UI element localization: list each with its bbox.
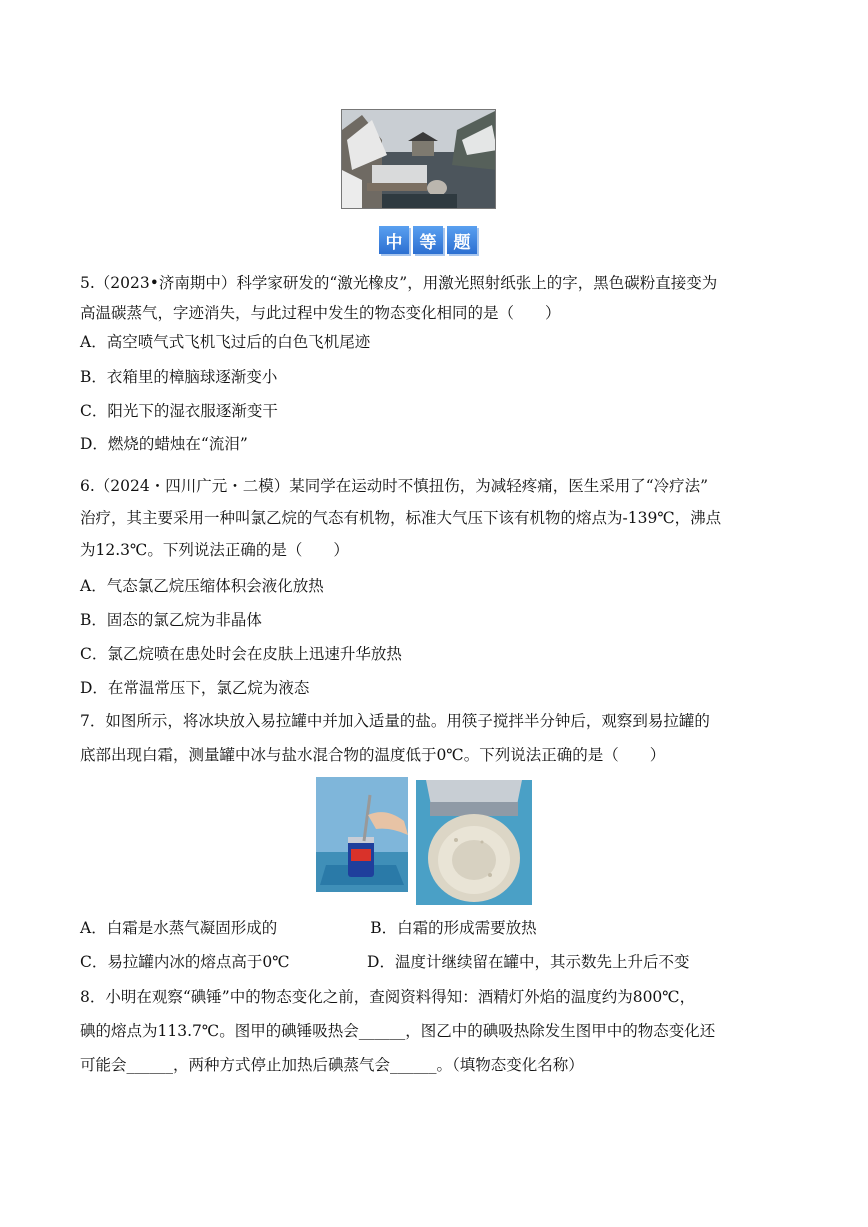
section-header-char: 等 — [413, 226, 443, 254]
can-stirring-photo — [316, 777, 408, 892]
winter-pond-photo — [341, 109, 496, 209]
question-7-options-ab: A．白霜是水蒸气凝固形成的 B．白霜的形成需要放热 — [80, 919, 537, 937]
question-6-option-a: A．气态氯乙烷压缩体积会液化放热 — [80, 577, 324, 595]
question-6-stem-line-3: 为12.3℃。下列说法正确的是（ ） — [80, 541, 349, 559]
section-header-medium — [379, 226, 477, 254]
question-6-stem-line-2: 治疗，其主要采用一种叫氯乙烷的气态有机物，标准大气压下该有机物的熔点为-139℃，沸点 — [80, 509, 722, 527]
question-6-stem-line-1: 6.（2024・四川广元・二模）某同学在运动时不慎扭伤，为减轻疼痛，医生采用了“冷疗法” — [80, 477, 709, 495]
question-8-stem-line-2: 碘的熔点为113.7℃。图甲的碘锤吸热会______，图乙中的碘吸热除发生图甲中的物态变化还 — [80, 1022, 716, 1040]
question-8-stem-line-3: 可能会______，两种方式停止加热后碘蒸气会______。（填物态变化名称） — [80, 1056, 584, 1074]
section-header-char: 题 — [447, 226, 477, 254]
section-header-char: 中 — [379, 226, 409, 254]
question-5-stem-line-1: 5.（2023•济南期中）科学家研发的“激光橡皮”，用激光照射纸张上的字，黑色碳粉直接变为 — [80, 274, 718, 292]
question-8-stem-line-1: 8．小明在观察“碘锤”中的物态变化之前，查阅资料得知：酒精灯外焰的温度约为800℃， — [80, 988, 696, 1006]
question-6-option-b: B．固态的氯乙烷为非晶体 — [80, 611, 262, 629]
question-5-option-a: A．高空喷气式飞机飞过后的白色飞机尾迹 — [80, 333, 371, 351]
question-5-option-d: D．燃烧的蜡烛在“流泪” — [80, 435, 248, 453]
question-5-option-c: C．阳光下的湿衣服逐渐变干 — [80, 402, 278, 420]
question-6-option-c: C．氯乙烷喷在患处时会在皮肤上迅速升华放热 — [80, 645, 402, 663]
question-7-stem-line-2: 底部出现白霜，测量罐中冰与盐水混合物的温度低于0℃。下列说法正确的是（ ） — [80, 746, 666, 764]
question-7-stem-line-1: 7．如图所示，将冰块放入易拉罐中并加入适量的盐。用筷子搅拌半分钟后，观察到易拉罐的 — [80, 712, 710, 730]
question-5-option-b: B．衣箱里的樟脑球逐渐变小 — [80, 368, 278, 386]
question-7-options-cd: C．易拉罐内冰的熔点高于0℃ D．温度计继续留在罐中，其示数先上升后不变 — [80, 953, 690, 971]
question-5-stem-line-2: 高温碳蒸气，字迹消失，与此过程中发生的物态变化相同的是（ ） — [80, 304, 561, 322]
question-6-option-d: D．在常温常压下，氯乙烷为液态 — [80, 679, 310, 697]
can-bottom-frost-photo — [416, 780, 532, 905]
